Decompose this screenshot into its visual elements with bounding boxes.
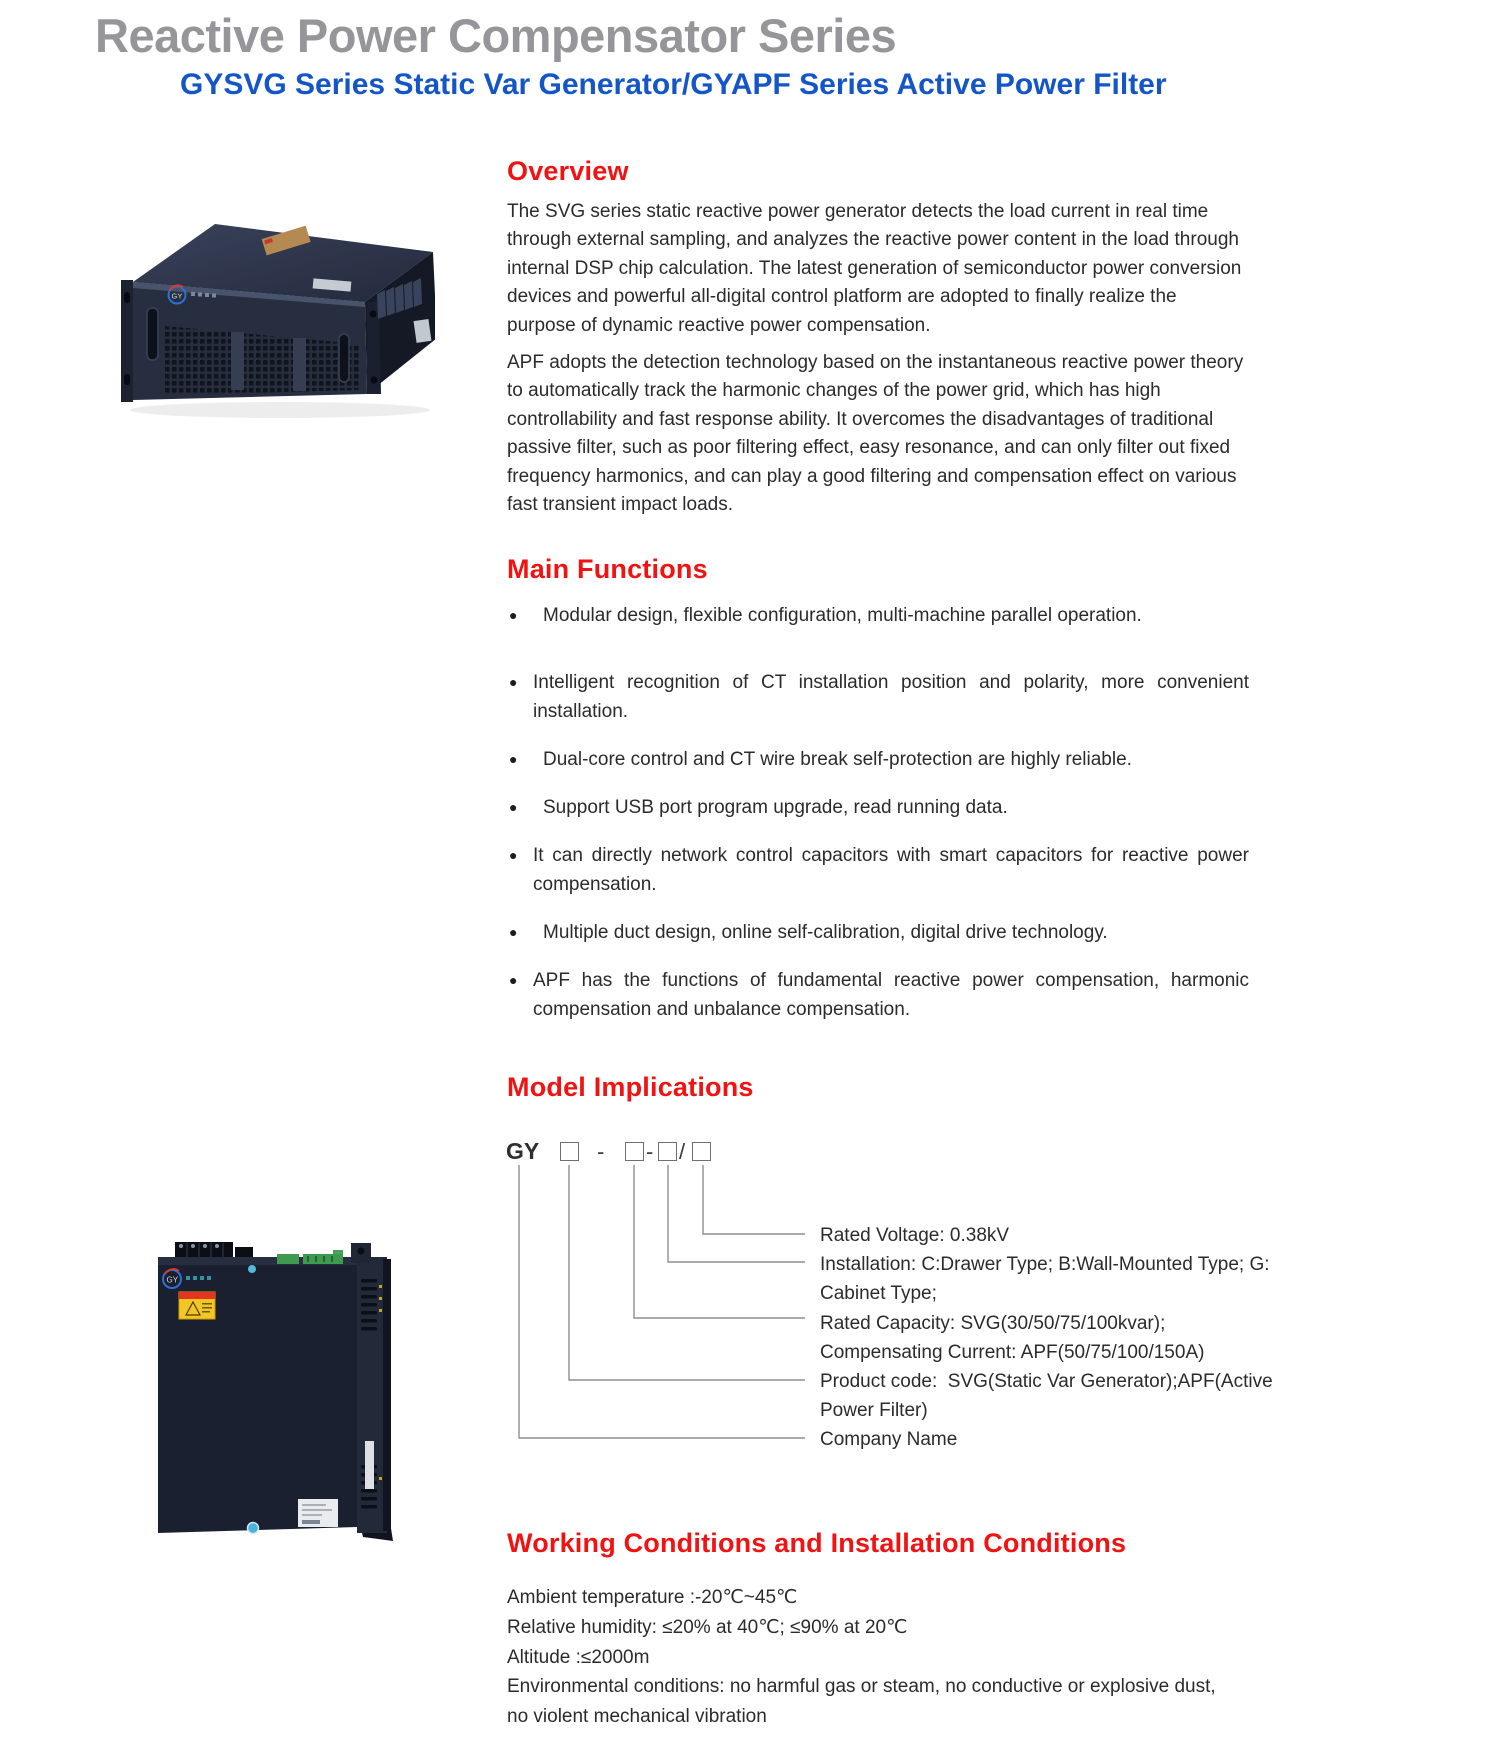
list-item <box>507 841 1249 899</box>
page-subtitle: GYSVG Series Static Var Generator/GYAPF Series Active Power Filter <box>180 68 1167 101</box>
list-item-text: Support USB port program upgrade, read running data. <box>543 797 1008 818</box>
model-labels <box>820 1221 1273 1455</box>
list-item-text: Modular design, flexible configuration, multi-machine parallel operation. <box>543 605 1142 626</box>
wall-unit-green-connectors <box>277 1250 343 1264</box>
model-code-prefix: GY <box>506 1138 540 1164</box>
rack-unit-illustration <box>115 198 435 423</box>
gy-logo-text: GY <box>166 1275 179 1285</box>
wall-unit-bottom-led <box>248 1523 259 1534</box>
list-item-text: It can directly network control capacitors with smart capacitors for reactive power compensation. <box>533 845 1249 895</box>
connector-installation <box>668 1165 805 1262</box>
condition-line: Altitude :≤2000m <box>507 1646 650 1668</box>
wall-unit-illustration <box>155 1241 395 1545</box>
bullet-icon: ● <box>509 972 518 988</box>
condition-line: no violent mechanical vibration <box>507 1706 767 1728</box>
bullet-icon: ● <box>509 847 518 863</box>
list-item <box>507 793 1249 822</box>
list-item <box>507 918 1249 947</box>
model-code-box <box>658 1142 677 1161</box>
rack-side-label <box>414 319 432 343</box>
model-label-line: Compensating Current: APF(50/75/100/150A) <box>820 1341 1205 1363</box>
connector-rated-voltage <box>703 1165 805 1234</box>
section-heading-overview: Overview <box>507 156 629 186</box>
model-code-dash: - <box>646 1139 654 1164</box>
list-item <box>507 966 1249 1024</box>
section-heading-main-functions: Main Functions <box>507 554 708 584</box>
model-code-dash: - <box>597 1139 605 1164</box>
overview-paragraph: The SVG series static reactive power generator detects the load current in real time through external sampling, and analyzes the reactive power content in the load through internal DSP chip calculation. The latest generation of semiconductor power conversion devices and powerful all-digital control platform are adopted to finally realize the purpose of dynamic reactive power compensation. <box>507 201 1242 336</box>
bullet-icon: ● <box>509 751 518 767</box>
wall-unit-mount-tab <box>351 1243 371 1263</box>
list-item-text: Intelligent recognition of CT installation position and polarity, more convenient installation. <box>533 672 1249 722</box>
model-label-line: Product code: SVG(Static Var Generator);APF(Active <box>820 1371 1273 1393</box>
working-conditions-list <box>507 1583 1216 1732</box>
model-label-company-name <box>820 1425 1273 1454</box>
condition-line: Relative humidity: ≤20% at 40℃; ≤90% at 20℃ <box>507 1616 908 1638</box>
model-code-box <box>625 1142 644 1161</box>
wall-unit-terminals <box>175 1242 253 1259</box>
section-heading-model-implications: Model Implications <box>507 1072 754 1102</box>
rack-grille-divider <box>293 338 306 391</box>
rack-handle-right <box>339 334 349 382</box>
wall-unit-side-edge <box>383 1259 391 1531</box>
model-label-line: Installation: C:Drawer Type; B:Wall-Mounted Type; G: <box>820 1254 1270 1276</box>
model-code-slash: / <box>679 1139 686 1164</box>
product-photo-wall-unit <box>155 1241 395 1545</box>
rack-shadow <box>130 402 430 418</box>
rack-handle-left <box>147 308 158 360</box>
list-item-text: Dual-core control and CT wire break self-protection are highly reliable. <box>543 749 1132 770</box>
model-label-rated-voltage <box>820 1221 1273 1250</box>
list-item <box>507 745 1249 774</box>
gy-logo-text: GY <box>171 291 183 301</box>
product-photo-rack-unit <box>115 198 435 423</box>
rack-left-mounting-ear <box>121 280 133 402</box>
model-label-product-code <box>820 1367 1273 1425</box>
list-item-text: Multiple duct design, online self-calibration, digital drive technology. <box>543 922 1108 943</box>
connector-product-code <box>569 1165 805 1380</box>
model-label-installation <box>820 1250 1273 1308</box>
warning-label <box>179 1292 215 1319</box>
section-heading-working-conditions: Working Conditions and Installation Conditions <box>507 1528 1127 1558</box>
wall-unit-top-led <box>248 1265 256 1273</box>
bullet-icon: ● <box>509 799 518 815</box>
model-code-box <box>560 1142 579 1161</box>
model-code-box <box>692 1142 711 1161</box>
model-label-line: Power Filter) <box>820 1400 928 1422</box>
model-label-line: Rated Capacity: SVG(30/50/75/100kvar); <box>820 1312 1166 1334</box>
overview-paragraph: APF adopts the detection technology based on the instantaneous reactive power theory to automatically track the harmonic changes of the power grid, which has high controllability and fast response ability. It overcomes the disadvantages of traditional passive filter, such as poor filtering effect, easy resonance, and can only filter out fixed frequency harmonics, and can play a good filtering and compensation effect on various fast transient impact loads. <box>507 352 1244 516</box>
page-title: Reactive Power Compensator Series <box>95 9 897 62</box>
list-item <box>507 668 1249 726</box>
condition-line: Ambient temperature :-20℃~45℃ <box>507 1587 798 1608</box>
connector-company-name <box>519 1165 805 1438</box>
rack-grille-divider <box>231 332 244 390</box>
model-connector-lines <box>500 1160 830 1450</box>
model-label-line: Company Name <box>820 1429 958 1451</box>
model-label-rated-capacity <box>820 1309 1273 1367</box>
wall-unit-spec-label <box>298 1499 338 1527</box>
bullet-icon: ● <box>509 924 518 940</box>
model-label-line: Rated Voltage: 0.38kV <box>820 1225 1010 1246</box>
connector-rated-capacity <box>634 1165 805 1318</box>
wall-unit-side-label <box>365 1441 374 1489</box>
main-functions-list <box>507 601 1249 1024</box>
list-item-text: APF has the functions of fundamental reactive power compensation, harmonic compensation and unbalance compensation. <box>533 970 1249 1020</box>
bullet-icon: ● <box>509 607 518 623</box>
list-item <box>507 601 1249 630</box>
condition-line: Environmental conditions: no harmful gas or steam, no conductive or explosive dust, <box>507 1676 1216 1698</box>
model-label-line: Cabinet Type; <box>820 1283 937 1305</box>
bullet-icon: ● <box>509 674 518 690</box>
